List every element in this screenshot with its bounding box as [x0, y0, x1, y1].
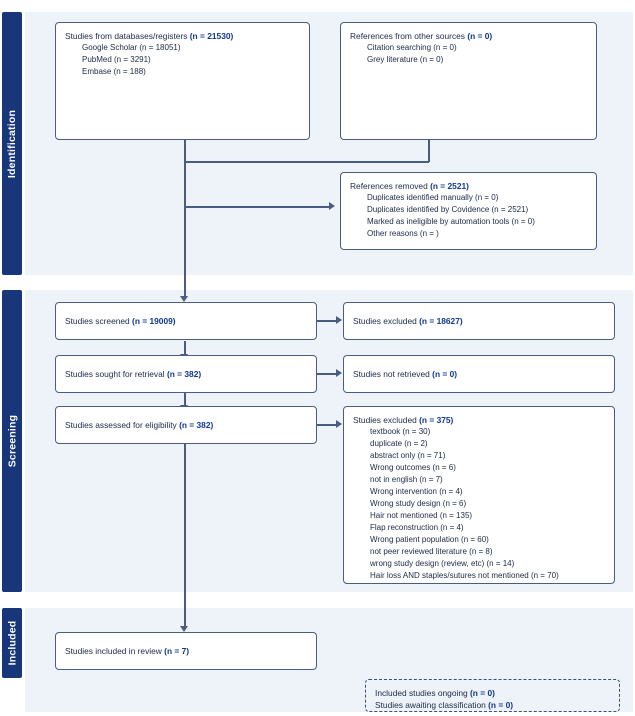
ongoing-count: (n = 0) [470, 688, 495, 698]
list-item: Duplicates identified by Covidence (n = 2521) [367, 205, 529, 215]
list-item: Hair loss AND staples/sutures not mentioned (n = 70) [370, 571, 559, 581]
stage-label-screening: Screening [6, 414, 19, 468]
connector-screened-to-excluded [317, 320, 337, 322]
box-header: Studies included in review (n = 7) [65, 645, 190, 656]
box-header: Studies from databases/registers (n = 21530) [65, 31, 234, 41]
box-header: Studies screened (n = 19009) [65, 315, 176, 326]
list-item: Flap reconstruction (n = 4) [370, 523, 464, 533]
arrow-assessed-to-excluded [336, 420, 342, 428]
list-item: Embase (n = 188) [82, 67, 146, 77]
box-count: (n = 2521) [430, 181, 469, 191]
box-count: (n = 375) [419, 415, 454, 425]
box-studies-included-review [55, 632, 317, 670]
list-item: Duplicates identified manually (n = 0) [367, 193, 499, 203]
box-studies-sought-retrieval [55, 355, 317, 393]
box-header: Studies excluded (n = 375) [353, 415, 454, 425]
connector-to-references-removed [184, 206, 330, 208]
list-item: duplicate (n = 2) [370, 439, 428, 449]
box-header: Studies not retrieved (n = 0) [353, 368, 458, 379]
box-count: (n = 19009) [132, 315, 176, 326]
connector-other-sources-down [428, 140, 430, 162]
list-item: Hair not mentioned (n = 135) [370, 511, 473, 521]
stage-bar-identification [2, 12, 22, 275]
box-references-removed [340, 172, 597, 250]
box-ongoing-awaiting [365, 679, 620, 712]
connector-trunk-down [184, 161, 186, 298]
list-item: Wrong intervention (n = 4) [370, 487, 463, 497]
box-studies-from-databases [55, 22, 310, 140]
arrow-screened-to-excluded [336, 316, 342, 324]
connector-merge-horizontal [184, 161, 429, 163]
list-item: Citation searching (n = 0) [367, 43, 457, 53]
connector-sought-to-not-retrieved [317, 373, 337, 375]
box-header: Studies assessed for eligibility (n = 382) [65, 419, 214, 430]
list-item: Wrong patient population (n = 60) [370, 535, 489, 545]
ongoing-line: Included studies ongoing (n = 0) [375, 688, 495, 698]
box-count: (n = 18627) [419, 315, 463, 326]
list-item: not in english (n = 7) [370, 475, 443, 485]
arrow-to-references-removed [329, 202, 335, 210]
stage-label-included: Included [6, 620, 18, 666]
box-count: (n = 0) [432, 368, 458, 379]
list-item: Other reasons (n = ) [367, 229, 439, 239]
stage-bar-screening [2, 290, 22, 592]
box-studies-excluded-screening [343, 302, 615, 340]
box-count: (n = 21530) [189, 31, 234, 41]
stage-bar-included [2, 608, 22, 678]
box-header: Studies sought for retrieval (n = 382) [65, 368, 202, 379]
box-studies-not-retrieved [343, 355, 615, 393]
box-count: (n = 382) [179, 419, 214, 430]
box-item-list [82, 42, 300, 78]
stage-label-identification: Identification [6, 109, 19, 178]
box-studies-excluded-eligibility [343, 406, 615, 584]
box-item-list [367, 42, 587, 66]
box-references-other-sources [340, 22, 597, 140]
list-item: textbook (n = 30) [370, 427, 431, 437]
list-item: wrong study design (review, etc) (n = 14) [370, 559, 515, 569]
list-item: Marked as ineligible by automation tools (n = 0) [367, 217, 535, 227]
box-count: (n = 7) [164, 645, 190, 656]
box-header: References removed (n = 2521) [350, 181, 469, 191]
connector-assessed-to-excluded [317, 424, 337, 426]
list-item: abstract only (n = 71) [370, 451, 446, 461]
list-item: Wrong study design (n = 6) [370, 499, 467, 509]
box-count: (n = 0) [467, 31, 493, 41]
box-studies-screened [55, 302, 317, 340]
box-header: References from other sources (n = 0) [350, 31, 493, 41]
arrow-sought-to-not-retrieved [336, 369, 342, 377]
list-item: Grey literature (n = 0) [367, 55, 444, 65]
box-count: (n = 382) [166, 368, 202, 379]
connector-databases-down [184, 140, 186, 162]
list-item: not peer reviewed literature (n = 8) [370, 547, 493, 557]
box-header: Studies excluded (n = 18627) [353, 315, 463, 326]
list-item: PubMed (n = 3291) [82, 55, 151, 65]
awaiting-count: (n = 0) [488, 700, 514, 711]
list-item: Google Scholar (n = 18051) [82, 43, 181, 53]
box-studies-assessed-eligibility [55, 406, 317, 444]
box-item-list [370, 426, 605, 582]
box-item-list [367, 192, 587, 240]
awaiting-line: Studies awaiting classification (n = 0) [375, 700, 514, 711]
list-item: Wrong outcomes (n = 6) [370, 463, 456, 473]
connector-assessed-to-included [184, 443, 186, 628]
